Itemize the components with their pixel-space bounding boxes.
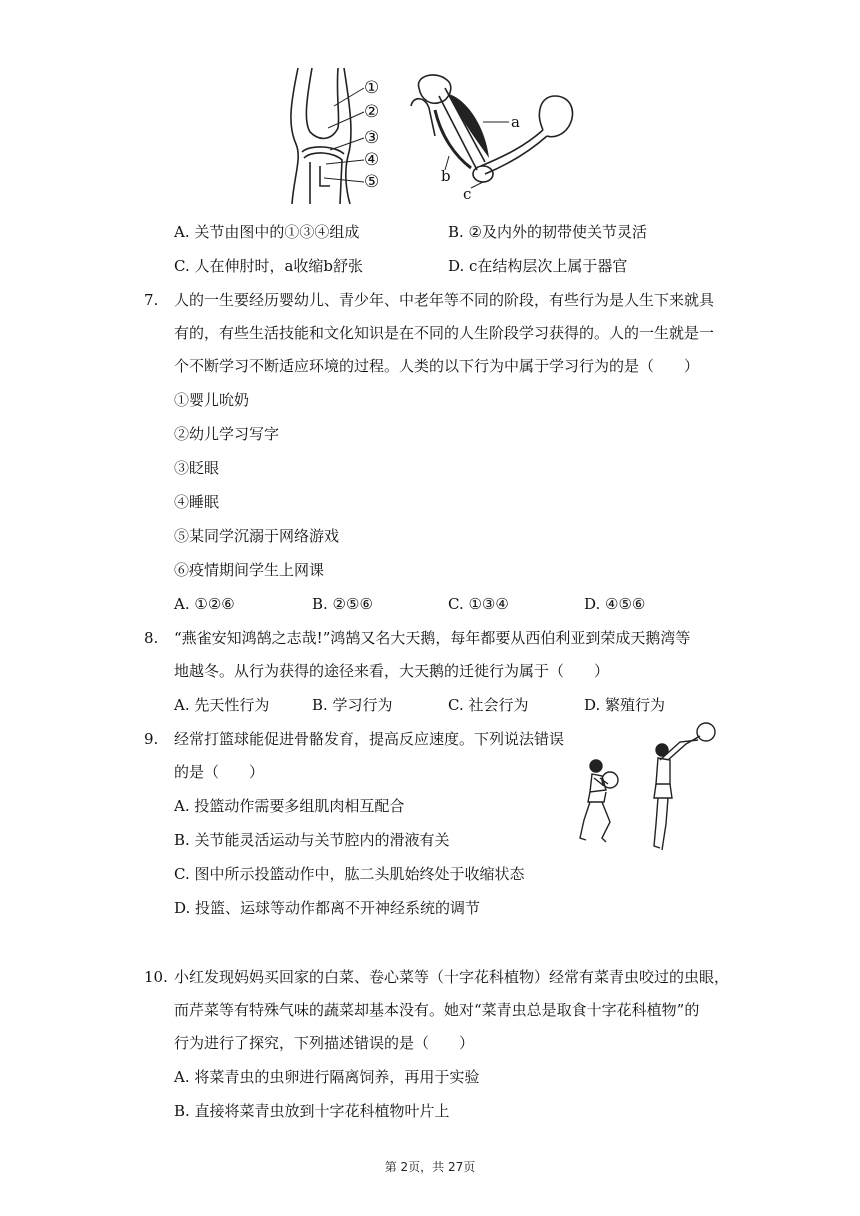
q10-stem-line-2: 而芹菜等有特殊气味的蔬菜却基本没有。她对“菜青虫总是取食十字花科植物”的 [174, 1001, 700, 1019]
q9-stem-line-2: 的是（ ） [174, 763, 265, 781]
q6-option-b: B. ②及内外的韧带使关节灵活 [448, 223, 648, 241]
q8-option-b: B. 学习行为 [312, 696, 393, 714]
q8-option-d: D. 繁殖行为 [584, 696, 666, 714]
arm-label-b: b [441, 167, 451, 185]
basketball-figure [576, 720, 718, 860]
q10-stem-line-1: 小红发现妈妈买回家的白菜、卷心菜等（十字花科植物）经常有菜青虫咬过的虫眼， [174, 968, 730, 986]
q10-option-b: B. 直接将菜青虫放到十字花科植物叶片上 [174, 1102, 450, 1120]
q7-item-4: ④睡眠 [174, 493, 220, 511]
q10-stem-line-3: 行为进行了探究，下列描述错误的是（ ） [174, 1034, 475, 1052]
q7-option-d: D. ④⑤⑥ [584, 595, 646, 613]
q7-item-3: ③眨眼 [174, 459, 220, 477]
page-footer: 第 2页，共 27页 [384, 1160, 476, 1174]
knee-joint-figure [280, 66, 390, 206]
q9-option-b: B. 关节能灵活运动与关节腔内的滑液有关 [174, 831, 450, 849]
q7-item-1: ①婴儿吮奶 [174, 391, 250, 409]
q7-option-a: A. ①②⑥ [174, 595, 235, 613]
q7-item-6: ⑥疫情期间学生上网课 [174, 561, 325, 579]
q6-option-c: C. 人在伸肘时，a收缩b舒张 [174, 257, 364, 275]
q7-item-5: ⑤某同学沉溺于网络游戏 [174, 527, 340, 545]
knee-label-1: ① [364, 78, 380, 98]
q6-option-a: A. 关节由图中的①③④组成 [174, 223, 360, 241]
q10-option-a: A. 将菜青虫的虫卵进行隔离饲养，再用于实验 [174, 1068, 480, 1086]
knee-label-2: ② [364, 102, 380, 122]
q9-option-c: C. 图中所示投篮动作中，肱二头肌始终处于收缩状态 [174, 865, 525, 883]
q6-option-d: D. c在结构层次上属于器官 [448, 257, 628, 275]
knee-label-3: ③ [364, 128, 380, 148]
q7-stem-line-2: 有的，有些生活技能和文化知识是在不同的人生阶段学习获得的。人的一生就是一 [174, 324, 715, 342]
q8-number: 8. [144, 629, 159, 647]
q7-stem-line-1: 人的一生要经历婴幼儿、青少年、中老年等不同的阶段，有些行为是人生下来就具 [174, 291, 715, 309]
q8-stem-line-1: “燕雀安知鸿鹄之志哉!”鸿鹄又名大天鹅，每年都要从西伯利亚到荣成天鹅湾等 [174, 629, 691, 647]
q9-option-a: A. 投篮动作需要多组肌肉相互配合 [174, 797, 405, 815]
q10-number: 10. [144, 968, 168, 986]
q8-stem-line-2: 地越冬。从行为获得的途径来看，大天鹅的迁徙行为属于（ ） [174, 662, 610, 680]
q7-stem-line-3: 个不断学习不断适应环境的过程。人类的以下行为中属于学习行为的是（ ） [174, 357, 700, 375]
q7-option-c: C. ①③④ [448, 595, 509, 613]
q9-number: 9. [144, 730, 159, 748]
q7-item-2: ②幼儿学习写字 [174, 425, 280, 443]
arm-muscle-figure [405, 66, 585, 206]
knee-label-5: ⑤ [364, 172, 380, 192]
knee-label-4: ④ [364, 150, 380, 170]
q9-stem-line-1: 经常打篮球能促进骨骼发育，提高反应速度。下列说法错误 [174, 730, 565, 748]
q8-option-c: C. 社会行为 [448, 696, 529, 714]
q7-option-b: B. ②⑤⑥ [312, 595, 373, 613]
q8-option-a: A. 先天性行为 [174, 696, 270, 714]
arm-label-c: c [463, 185, 472, 203]
q9-option-d: D. 投篮、运球等动作都离不开神经系统的调节 [174, 899, 481, 917]
arm-label-a: a [511, 113, 520, 131]
q7-number: 7. [144, 291, 159, 309]
